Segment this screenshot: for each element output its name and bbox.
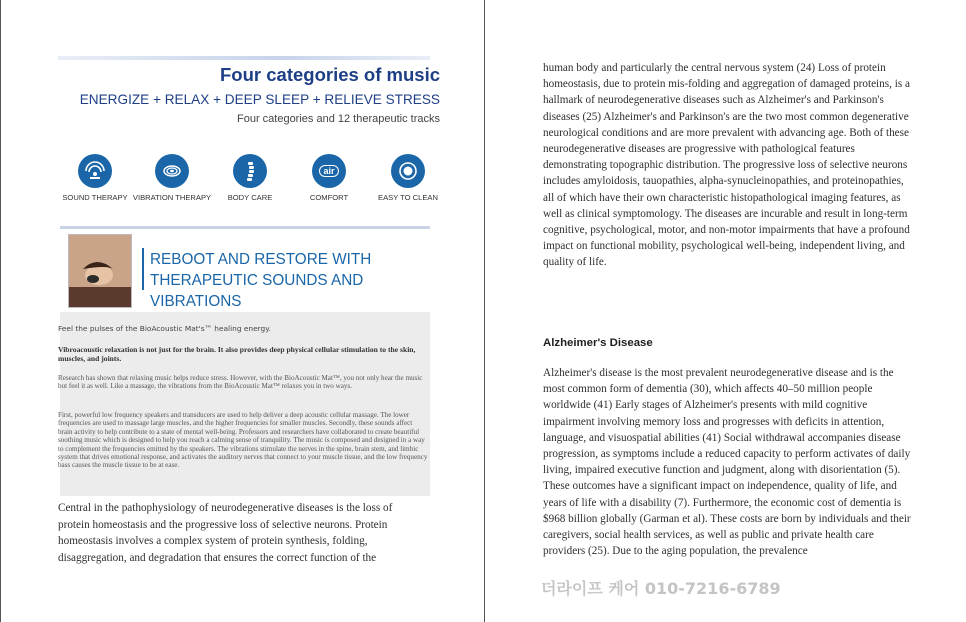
feature-sound-therapy [55, 154, 135, 203]
reboot-banner [60, 226, 430, 310]
vibration-therapy-icon [155, 154, 189, 188]
page-edge-left [0, 0, 1, 622]
feature-easy-to-clean [368, 154, 448, 203]
page-divider [484, 0, 485, 622]
promo-title: Four categories of music [220, 64, 440, 85]
description-paragraph-1: Research has shown that relaxing music helps reduce stress. However, with the BioAcoustic Mat™, you not only hear the music but feel it as well. Like a massage, the vibrations from the BioAcoustic Mat™ relaxes you in two ways. [58, 374, 423, 391]
feature-comfort [289, 154, 369, 203]
promo-header-stripe [58, 56, 430, 60]
spine-icon [233, 154, 267, 188]
feature-label: BODY CARE [227, 193, 273, 202]
description-intro: Feel the pulses of the BioAcoustic Mat's™ healing energy. [58, 324, 271, 333]
left-body-text: Central in the pathophysiology of neurodegenerative diseases is the loss of protein homeostasis and the progressive loss of selective neurons. Protein homeostasis involves a complex system of protein synthesis, folding, disaggregation, and degradation that ensures the correct function of the [58, 502, 393, 565]
feature-body-care [210, 154, 290, 203]
banner-stripe [60, 226, 430, 229]
clean-icon [391, 154, 425, 188]
right-paragraph-2: Alzheimer's disease is the most prevalent neurodegenerative disease and is the most common form of dementia (30), which affects 40–50 million people worldwide (41) Early stages of Alzheimer's presents with mild cognitive impairment involving memory loss and progresses with deficits in attention, language, and visuospatial abilities (41) Social withdrawal accompanies disease progression, as symptoms include a reduced capacity to perform activates of daily living, impaired executive function and judgment, along with disorientation (5). These outcomes have a significant impact on independence, quality of life, and years of life with a disability (7). Furthermore, the economic cost of dementia is $968 billion globally (Garman et al). These costs are born by individuals and their caregivers, social health services, as well as public and private health care providers (25). Due to the aging population, the prevalence [543, 367, 911, 558]
left-page [58, 0, 440, 622]
promo-subtitle-secondary: Four categories and 12 therapeutic tracks [236, 113, 440, 125]
right-paragraph-1: human body and particularly the central nervous system (24) Loss of protein homeostasis, due to protein mis-folding and aggregation of damaged proteins, is a hallmark of neurodegenerative diseases such as Alzheimer's and Parkinson's diseases (25) Alzheimer's and Parkinson's are the two most common degenerative neurological conditions and are more prevalent with advancing age. Both of these neurodegenerative diseases are progressive with pathological features demonstrating topographic distribution. The progressive loss of selective neurons includes amyloidosis, tauopathies, alpha-synucleinopathies, and proteinopathies, all of which have their own characteristic histopathological imaging features, as well as clinical symptomology. The diseases are incurable and result in long-term cognitive, psychological, motor, and non-motor impairments that have a profound impact on functional mobility, psychological well-being, independent living, and quality of life. [543, 62, 910, 269]
feature-label: COMFORT [309, 193, 349, 202]
air-icon-text: air [319, 165, 338, 177]
feature-label: SOUND THERAPY [62, 193, 128, 202]
feature-label: EASY TO CLEAN [378, 193, 438, 202]
description-bold: Vibroacoustic relaxation is not just for the brain. It also provides deep physical cellular stimulation to the skin, muscles, and joints. [58, 345, 416, 363]
banner-text: REBOOT AND RESTORE WITH THERAPEUTIC SOUNDS AND VIBRATIONS [150, 251, 372, 310]
banner-accent-bar [142, 248, 144, 290]
woman-resting-photo [68, 234, 132, 308]
feature-vibration-therapy [132, 154, 212, 203]
feature-label: VIBRATION THERAPY [132, 193, 212, 202]
watermark: 더라이프 케어 010-7216-6789 [541, 579, 781, 598]
promo-subtitle: ENERGIZE + RELAX + DEEP SLEEP + RELIEVE STRESS [79, 92, 440, 107]
description-paragraph-2: First, powerful low frequency speakers and transducers are used to help deliver a deep acoustic cellular massage. The lower frequencies are used to massage large muscles, and the higher frequencies for smaller muscles. Secondly, these sounds affect brain activity to help contribute to a state of mental well-being. Professors and researchers have collaborated to create beautiful soothing music which is designed to help you reach a calming sense of tranquility. The music is composed and designed in a way to complement the frequencies emitted by the speakers. The vibrations stimulate the nerves in the spine, brain stem, and limbic system that drives emotional response, and activates the auditory nerves that connect to your muscle tissue, and the low frequency bass causes the muscle tissue to be at ease. [58, 411, 428, 470]
section-heading-alzheimers: Alzheimer's Disease [543, 337, 653, 349]
sound-therapy-icon [78, 154, 112, 188]
air-icon [312, 154, 346, 188]
